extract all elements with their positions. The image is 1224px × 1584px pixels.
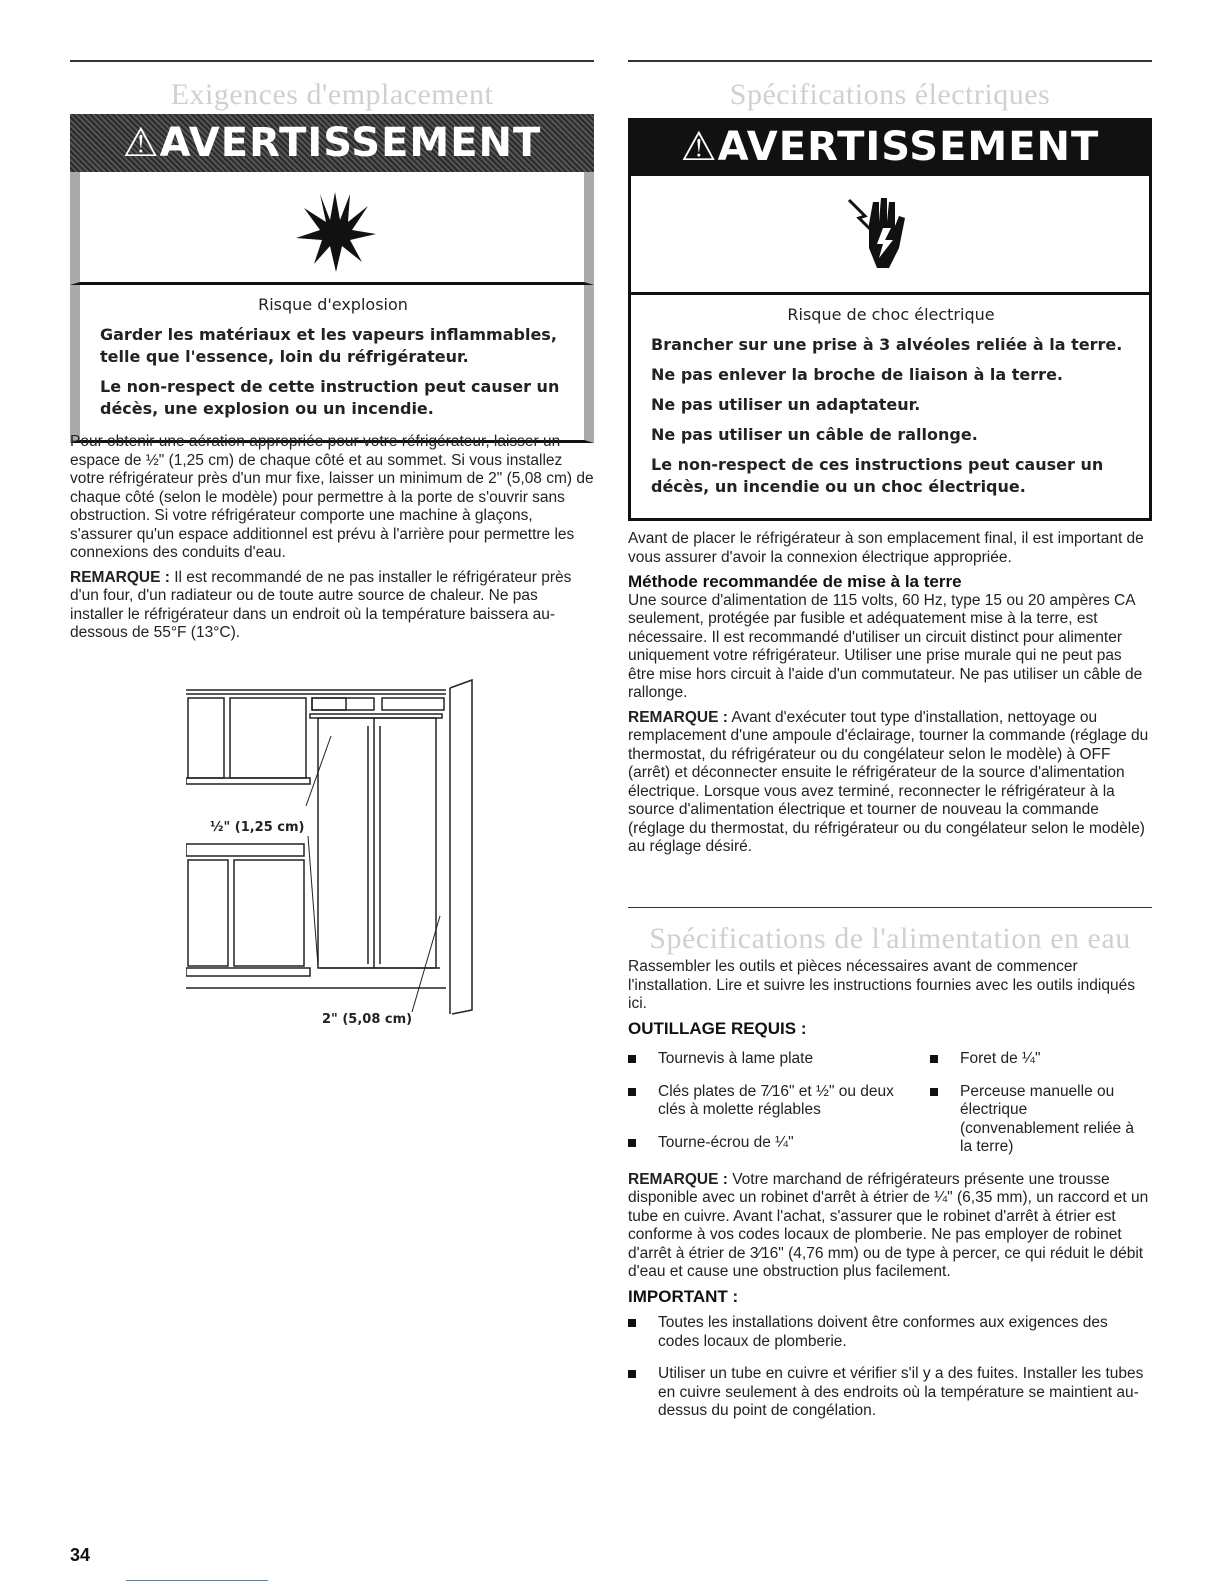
section-title-electrical: Spécifications électriques bbox=[729, 78, 1051, 111]
page-number: 34 bbox=[70, 1545, 91, 1565]
ventilation-paragraph: Pour obtenir une aération appropriée pour votre réfrigérateur, laisser un espace de ½" (1,25 cm) de chaque côté et au sommet. Si vous installez votre réfrigérateur près d'un mur fixe, laisser un minimum de 2" (5,08 cm) de chaque côté (selon le modèle) pour permettre à la porte de s'ouvrir sans obstruction. Si votre réfrigérateur comporte une machine à glaçons, s'assurer qu'un espace additionnel est prévu à l'arrière pour permettre les connexions des conduits d'eau. bbox=[70, 433, 594, 561]
section-title-location: Exigences d'emplacement bbox=[170, 78, 494, 111]
left-text-block bbox=[70, 433, 594, 649]
tools-list-left bbox=[628, 1050, 920, 1171]
warning-header: ⚠AVERTISSEMENT bbox=[70, 114, 594, 172]
tool-item: Tournevis à lame plate bbox=[628, 1050, 920, 1069]
tool-item: Tourne-écrou de ¼" bbox=[628, 1134, 920, 1153]
important-list bbox=[628, 1314, 1152, 1421]
warning-body bbox=[628, 295, 1152, 521]
warning-line-4: Ne pas utiliser un câble de rallonge. bbox=[651, 425, 978, 444]
warning-risk-title: Risque d'explosion bbox=[258, 295, 408, 314]
section-rule-water bbox=[628, 907, 1152, 908]
warning-box-electrical bbox=[628, 118, 1152, 521]
warning-header: ⚠AVERTISSEMENT bbox=[628, 118, 1152, 176]
grounding-method-title: Méthode recommandée de mise à la terre bbox=[628, 572, 962, 591]
tool-item: Foret de ¼" bbox=[930, 1050, 1150, 1069]
warning-line-1: Garder les matériaux et les vapeurs inflammables, telle que l'essence, loin du réfrigérateur. bbox=[100, 325, 557, 366]
warning-line-2: Ne pas enlever la broche de liaison à la terre. bbox=[651, 365, 1063, 384]
warning-risk-title: Risque de choc électrique bbox=[787, 305, 995, 324]
electric-shock-icon bbox=[839, 182, 919, 282]
top-rule-right bbox=[628, 60, 1152, 62]
water-intro: Rassembler les outils et pièces nécessaires avant de commencer l'installation. Lire et suivre les instructions fournies avec les outils indiqués ici. bbox=[628, 958, 1135, 1012]
installation-clearance-figure bbox=[186, 676, 486, 1036]
warning-icon-box bbox=[628, 176, 1152, 295]
important-title: IMPORTANT : bbox=[628, 1286, 739, 1306]
figure-label-half-inch: ½" (1,25 cm) bbox=[210, 820, 305, 835]
electrical-note: REMARQUE : Avant d'exécuter tout type d'installation, nettoyage ou remplacement d'une ampoule d'éclairage, tourner la commande (réglage du thermostat, du réfrigérateur ou du congélateur selon le modèle) à OFF (arrêt) et déconnecter ensuite le réfrigérateur de la source d'alimentation électrique. Lorsque vous avez terminé, reconnecter le réfrigérateur à la source d'alimentation électrique et tourner de nouveau la commande (réglage du thermostat, du réfrigérateur ou du congélateur selon le modèle) au réglage désiré. bbox=[628, 708, 1149, 855]
warning-icon-box bbox=[70, 172, 594, 285]
warning-line-2: Le non-respect de cette instruction peut causer un décès, une explosion ou un incendie. bbox=[100, 377, 560, 418]
section-title-water: Spécifications de l'alimentation en eau bbox=[649, 922, 1131, 955]
location-note: REMARQUE : Il est recommandé de ne pas installer le réfrigérateur près d'un four, d'un radiateur ou de toute autre source de chaleur. Ne pas installer le réfrigérateur dans un endroit où la température baissera au-dessous de 55°F (13°C). bbox=[70, 568, 572, 641]
tools-list-right bbox=[930, 1050, 1150, 1171]
tools-list bbox=[628, 1050, 1152, 1171]
important-item: Toutes les installations doivent être conformes aux exigences des codes locaux de plomberie. bbox=[628, 1314, 1152, 1351]
warning-line-5: Le non-respect de ces instructions peut causer un décès, un incendie ou un choc électrique. bbox=[651, 455, 1104, 496]
warning-box-explosion bbox=[70, 114, 594, 443]
tool-item: Perceuse manuelle ou électrique (convenablement reliée à la terre) bbox=[930, 1083, 1150, 1157]
tool-item: Clés plates de 7⁄16" et ½" ou deux clés à molette réglables bbox=[628, 1083, 920, 1120]
warning-line-1: Brancher sur une prise à 3 alvéoles reliée à la terre. bbox=[651, 335, 1123, 354]
warning-line-3: Ne pas utiliser un adaptateur. bbox=[651, 395, 921, 414]
water-note: REMARQUE : Votre marchand de réfrigérateurs présente une trousse disponible avec un robinet d'arrêt à étrier de ¼" (6,35 mm), un raccord et un tube en cuivre. Avant l'achat, s'assurer que le robinet d'arrêt à étrier est conforme à vos codes locaux de plomberie. Ne pas employer de robinet d'arrêt à étrier de 3⁄16" (4,76 mm) ou de type à percer, ce qui réduit le débit d'eau et cause une obstruction plus facilement. bbox=[628, 1170, 1149, 1280]
figure-label-two-inch: 2" (5,08 cm) bbox=[322, 1012, 413, 1027]
connection-paragraph: Avant de placer le réfrigérateur à son emplacement final, il est important de vous assurer d'avoir la connexion électrique appropriée. bbox=[628, 530, 1144, 566]
tools-title: OUTILLAGE REQUIS : bbox=[628, 1018, 807, 1038]
footer-rule bbox=[126, 1580, 268, 1581]
grounding-method-text: Une source d'alimentation de 115 volts, 60 Hz, type 15 ou 20 ampères CA seulement, protégée par fusible et adéquatement mise à la terre, est nécessaire. Il est recommandé d'utiliser un circuit distinct pour alimenter uniquement votre réfrigérateur. Utiliser une prise murale qui ne peut pas être mise hors circuit à l'aide d'un commutateur. Ne pas utiliser un câble de rallonge. bbox=[628, 591, 1143, 701]
important-item: Utiliser un tube en cuivre et vérifier s'il y a des fuites. Installer les tubes en cuivre seulement à des endroits où la température se maintient au-dessus du point de congélation. bbox=[628, 1365, 1152, 1421]
right-text-block bbox=[628, 530, 1152, 863]
top-rule-left bbox=[70, 60, 594, 62]
explosion-icon bbox=[290, 184, 380, 274]
water-text-block bbox=[628, 958, 1152, 1435]
